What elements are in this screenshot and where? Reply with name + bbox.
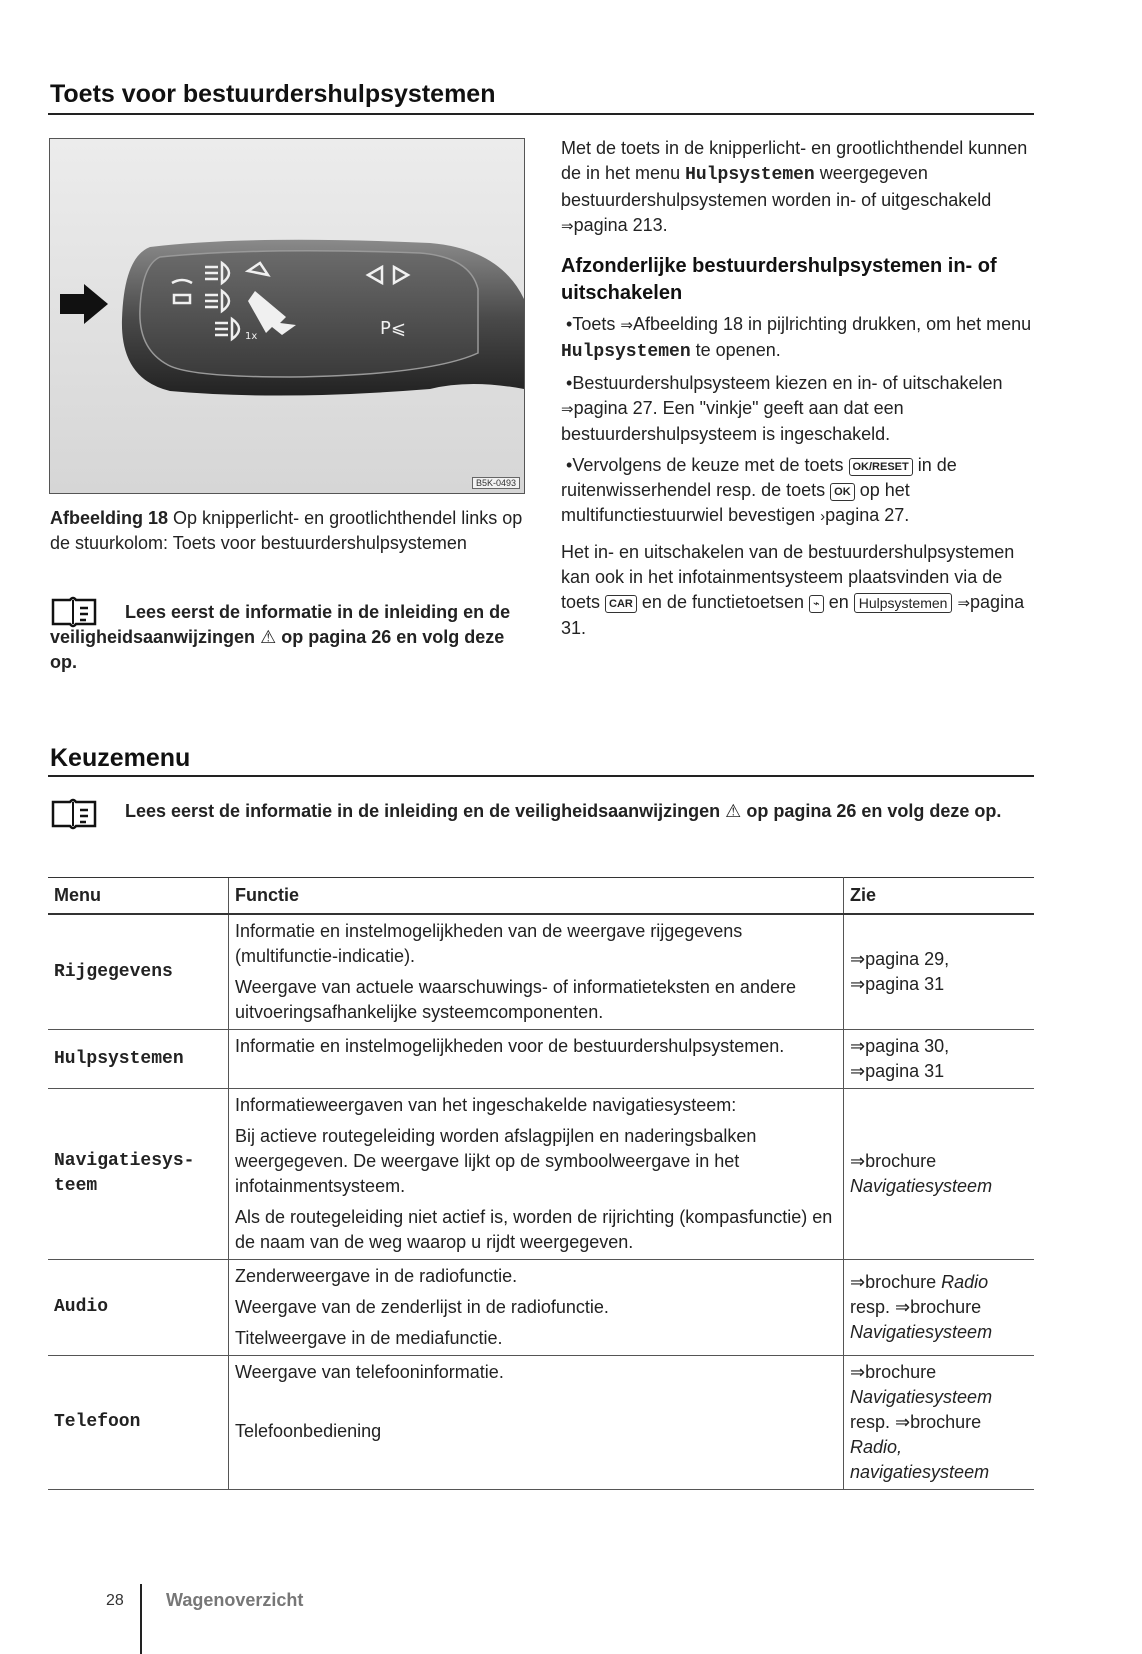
menu-cell: Rijgegevens <box>48 914 229 1030</box>
footer-section: Wagenoverzicht <box>166 1590 304 1610</box>
figure-tag: B5K-0493 <box>472 477 520 489</box>
pointer-arrow-icon <box>58 282 118 326</box>
functie-text: Informatie en instelmogelijkheden van de weergave rijgegevens (multifunctie-indicatie). <box>235 921 743 966</box>
zie-ref[interactable]: ⇒brochure <box>895 1297 982 1317</box>
arrow-icon: ⇒ <box>957 595 971 612</box>
section-title: Keuzemenu <box>50 744 191 772</box>
zie-ref[interactable]: ⇒brochure <box>895 1412 982 1432</box>
zie-brochure-title: Navigatiesysteem <box>850 1176 993 1196</box>
bullet-1-menu-name: Hulpsystemen <box>561 342 691 362</box>
zie-ref[interactable]: ⇒pagina 29, <box>850 949 950 969</box>
zie-brochure-title: Navigatiesysteem <box>850 1387 993 1407</box>
bullet-3-text: Vervolgens de keuze met de toets <box>572 455 844 475</box>
bullet-1-ref[interactable]: Afbeelding 18 in pijlrichting drukken, om het menu <box>632 314 1032 334</box>
ok-key-icon: OK <box>830 483 855 501</box>
arrow-icon: ⇒ <box>561 401 574 418</box>
zie-brochure-title: Navigatiesysteem <box>850 1322 993 1342</box>
footer-divider <box>140 1584 142 1654</box>
zie-cell <box>844 1030 1035 1089</box>
bullet-dot-icon: • <box>561 373 573 393</box>
notice-1-text-post: op pagina 26 en volg deze op. <box>50 627 505 672</box>
zie-ref[interactable]: ⇒pagina 31 <box>850 1061 945 1081</box>
bullet-2-ref[interactable]: pagina 27. Een "vinkje" geeft aan dat een bestuurdershulpsysteem is ingeschakeld. <box>561 398 904 444</box>
ok-reset-key-icon: OK/RESET <box>849 458 913 476</box>
functie-text: Telefoonbediening <box>235 1421 382 1441</box>
intro-menu-name: Hulpsystemen <box>685 165 815 185</box>
functie-text: Weergave van de zenderlijst in de radiofunctie. <box>235 1297 609 1317</box>
table-row <box>48 1089 1034 1260</box>
zie-cell <box>844 1089 1035 1260</box>
table-row <box>48 1356 1034 1490</box>
stalk-illustration <box>50 139 524 493</box>
bullet-2-text: Bestuurdershulpsysteem kiezen en in- of uitschakelen <box>572 373 1003 393</box>
table-header-row <box>48 878 1034 915</box>
warning-icon: ⚠ <box>725 801 742 821</box>
notice-2-text: Lees eerst de informatie in de inleiding en de veiligheidsaanwijzingen <box>125 801 721 821</box>
bullet-1 <box>561 312 1033 365</box>
outro-paragraph <box>561 540 1033 641</box>
zie-ref[interactable]: ⇒brochure <box>850 1151 937 1171</box>
bullet-3-mid: in de ruitenwisserhendel resp. de toets <box>561 455 957 500</box>
functie-text: Informatie en instelmogelijkheden voor de bestuurdershulpsystemen. <box>235 1036 785 1056</box>
menu-cell: Telefoon <box>48 1356 229 1490</box>
zie-resp: resp. <box>850 1412 891 1432</box>
arrow-icon: ⇒ <box>620 317 633 334</box>
figure-caption <box>50 506 526 556</box>
functie-text: Titelweergave in de mediafunctie. <box>235 1328 503 1348</box>
table-row <box>48 914 1034 1030</box>
zie-brochure-title: Radio <box>941 1272 989 1292</box>
zie-ref[interactable]: ⇒pagina 30, <box>850 1036 950 1056</box>
warning-icon: ⚠ <box>260 627 277 647</box>
zie-brochure-title: Radio, navigatiesysteem <box>850 1437 990 1482</box>
notice-2-text-post: op pagina 26 en volg deze op. <box>746 801 1002 821</box>
notice-2 <box>125 799 1025 824</box>
functie-cell <box>229 914 844 1030</box>
caption-text: Op knipperlicht- en grootlichthendel links op de stuurkolom: Toets voor bestuurdershulpsystemen <box>50 508 523 553</box>
bullet-list <box>561 312 1033 529</box>
section-rule <box>48 775 1034 777</box>
intro-text-post: weergegeven bestuurdershulpsystemen worden in- of uitgeschakeld <box>561 163 992 210</box>
menu-cell: Navigatiesys- teem <box>48 1089 229 1260</box>
functie-text: Weergave van telefooninformatie. <box>235 1362 504 1382</box>
outro-text-en: en <box>828 592 849 612</box>
svg-text:1x: 1x <box>245 331 258 342</box>
bullet-1-text: Toets <box>572 314 616 334</box>
assist-key-icon: ⌁ <box>809 595 824 613</box>
arrow-icon: › <box>820 508 826 525</box>
zie-ref[interactable]: ⇒brochure <box>850 1272 937 1292</box>
functie-cell <box>229 1030 844 1089</box>
subheading: Afzonderlijke bestuurdershulpsystemen in- of uitschakelen <box>561 255 997 304</box>
title-rule <box>48 113 1034 115</box>
functie-text: Informatieweergaven van het ingeschakelde navigatiesysteem: <box>235 1095 737 1115</box>
table-row <box>48 1030 1034 1089</box>
car-key-icon: CAR <box>605 595 637 613</box>
bullet-2 <box>561 371 1033 447</box>
zie-cell <box>844 1260 1035 1356</box>
zie-cell <box>844 1356 1035 1490</box>
bullet-3-post: op het multifunctiestuurwiel bevestigen <box>561 480 910 525</box>
functie-text: Bij actieve routegeleiding worden afslagpijlen en naderingsbalken weergegeven. De weergave lijkt op de symboolweergave in het infotainmentsysteem. <box>235 1126 757 1196</box>
zie-ref[interactable]: ⇒pagina 31 <box>850 974 945 994</box>
bullet-3 <box>561 453 1033 529</box>
functie-cell <box>229 1260 844 1356</box>
caption-label: Afbeelding 18 <box>50 508 169 528</box>
intro-ref[interactable]: pagina 213. <box>573 215 668 235</box>
arrow-icon: ⇒ <box>561 218 574 235</box>
outro-ref[interactable]: pagina 31. <box>561 592 1025 638</box>
functie-cell <box>229 1089 844 1260</box>
zie-resp: resp. <box>850 1297 891 1317</box>
bullet-1-text-post: te openen. <box>695 340 781 360</box>
book-icon <box>50 796 98 832</box>
functie-text: Als de routegeleiding niet actief is, worden de rijrichting (kompasfunctie) en de naam van de weg waarop u rijdt weergegeven. <box>235 1207 833 1252</box>
intro-text: Met de toets in de knipperlicht- en grootlichthendel kunnen de in het menu <box>561 138 1028 183</box>
page-number: 28 <box>106 1592 124 1609</box>
bullet-3-ref[interactable]: pagina 27. <box>825 505 910 525</box>
hulpsystemen-softkey: Hulpsystemen <box>854 593 953 613</box>
menu-cell: Hulpsystemen <box>48 1030 229 1089</box>
outro-text: Het in- en uitschakelen van de bestuurdershulpsystemen kan ook in het infotainmentsysteem plaatsvinden via de toets <box>561 542 1015 612</box>
functie-cell <box>229 1356 844 1490</box>
table-row <box>48 1260 1034 1356</box>
zie-ref[interactable]: ⇒brochure <box>850 1362 937 1382</box>
functie-text: Weergave van actuele waarschuwings- of informatieteksten en andere uitvoeringsafhankelijke systeemcomponenten. <box>235 977 796 1022</box>
col-header-menu: Menu <box>48 878 229 915</box>
notice-1-text: Lees eerst de informatie in de inleiding en de veiligheidsaanwijzingen <box>50 602 511 647</box>
functie-text: Zenderweergave in de radiofunctie. <box>235 1266 518 1286</box>
intro-paragraph <box>561 136 1033 239</box>
page-title: Toets voor bestuurdershulpsystemen <box>50 80 496 108</box>
menu-cell: Audio <box>48 1260 229 1356</box>
keuzemenu-table <box>48 877 1034 1490</box>
zie-cell <box>844 914 1035 1030</box>
col-header-zie: Zie <box>844 878 1035 915</box>
figure-stalk-image <box>49 138 525 494</box>
bullet-dot-icon: • <box>561 455 573 475</box>
svg-text:P⩽: P⩽ <box>380 318 406 339</box>
bullet-dot-icon: • <box>561 314 573 334</box>
notice-1 <box>50 600 526 675</box>
outro-text-mid: en de functietoetsen <box>641 592 805 612</box>
col-header-functie: Functie <box>229 878 844 915</box>
